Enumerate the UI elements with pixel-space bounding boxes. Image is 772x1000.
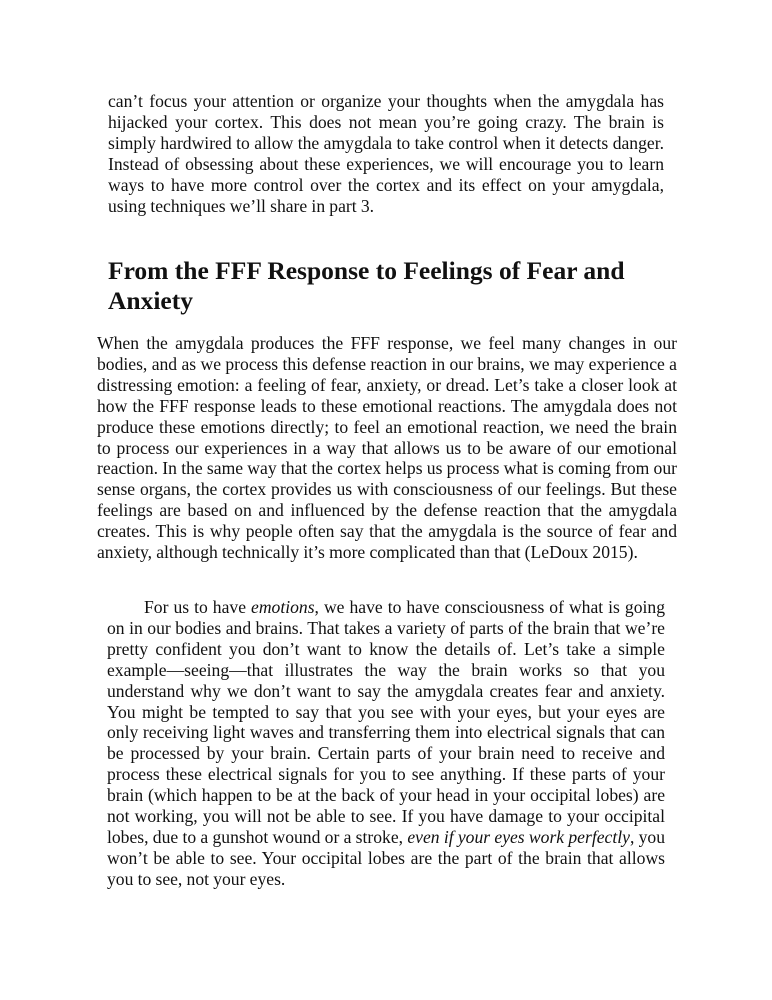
section-heading: From the FFF Response to Feelings of Fear and Anxiety <box>108 256 625 315</box>
paragraph-amygdala-cortex: can’t focus your attention or organize your thoughts when the amygdala has hijacked your cortex. This does not mean you’re going crazy. The brain is simply hardwired to allow the amygdala to take control when it detects danger. Instead of obsessing about these experiences, we will encourage you to learn ways to have more control over the cortex and its effect on your amygdala, using techniques we’ll share in part 3. <box>108 91 664 216</box>
emphasis-eyes-work-perfectly: even if your eyes work perfectly <box>407 826 630 847</box>
paragraph-text-part-1: For us to have <box>144 597 252 617</box>
paragraph-text-part-2: , we have to have consciousness of what is going on in our bodies and brains. That takes a variety of parts of the brain that we’re pretty confident you don’t want to know the details of. Let’s take a simple example—seeing—that illustrates the way the brain works so that you understand why we don’t want to say the amygdala creates fear and anxiety. You might be tempted to say that you see with your eyes, but your eyes are only receiving light waves and transferring them into electrical signals that can be processed by your brain. Certain parts of your brain need to receive and process these electrical signals for you to see anything. If these parts of your brain (which happen to be at the back of your head in your occipital lobes) are not working, you will not be able to see. If you have damage to your occipital lobes, due to a gunshot wound or a stroke, <box>107 597 665 847</box>
paragraph-fff-response: When the amygdala produces the FFF response, we feel many changes in our bodies, and as we process this defense reaction in our brains, we may experience a distressing emotion: a feeling of fear, anxiety, or dread. Let’s take a closer look at how the FFF response leads to these emotional reactions. The amygdala does not produce these emotions directly; to feel an emotional reaction, we need the brain to process our experiences in a way that allows us to be aware of our emotional reaction. In the same way that the cortex helps us process what is coming from our sense organs, the cortex provides us with consciousness of our feelings. But these feelings are based on and influenced by the defense reaction that the amygdala creates. This is why people often say that the amygdala is the source of fear and anxiety, although technically it’s more complicated than that (LeDoux 2015). <box>97 333 677 563</box>
emphasis-emotions: emotions <box>251 597 315 617</box>
paragraph-emotions-seeing <box>107 597 665 890</box>
paragraph-text-part-3: , you won’t be able to see. Your occipital lobes are the part of the brain that allows you to see, not your eyes. <box>107 826 665 889</box>
